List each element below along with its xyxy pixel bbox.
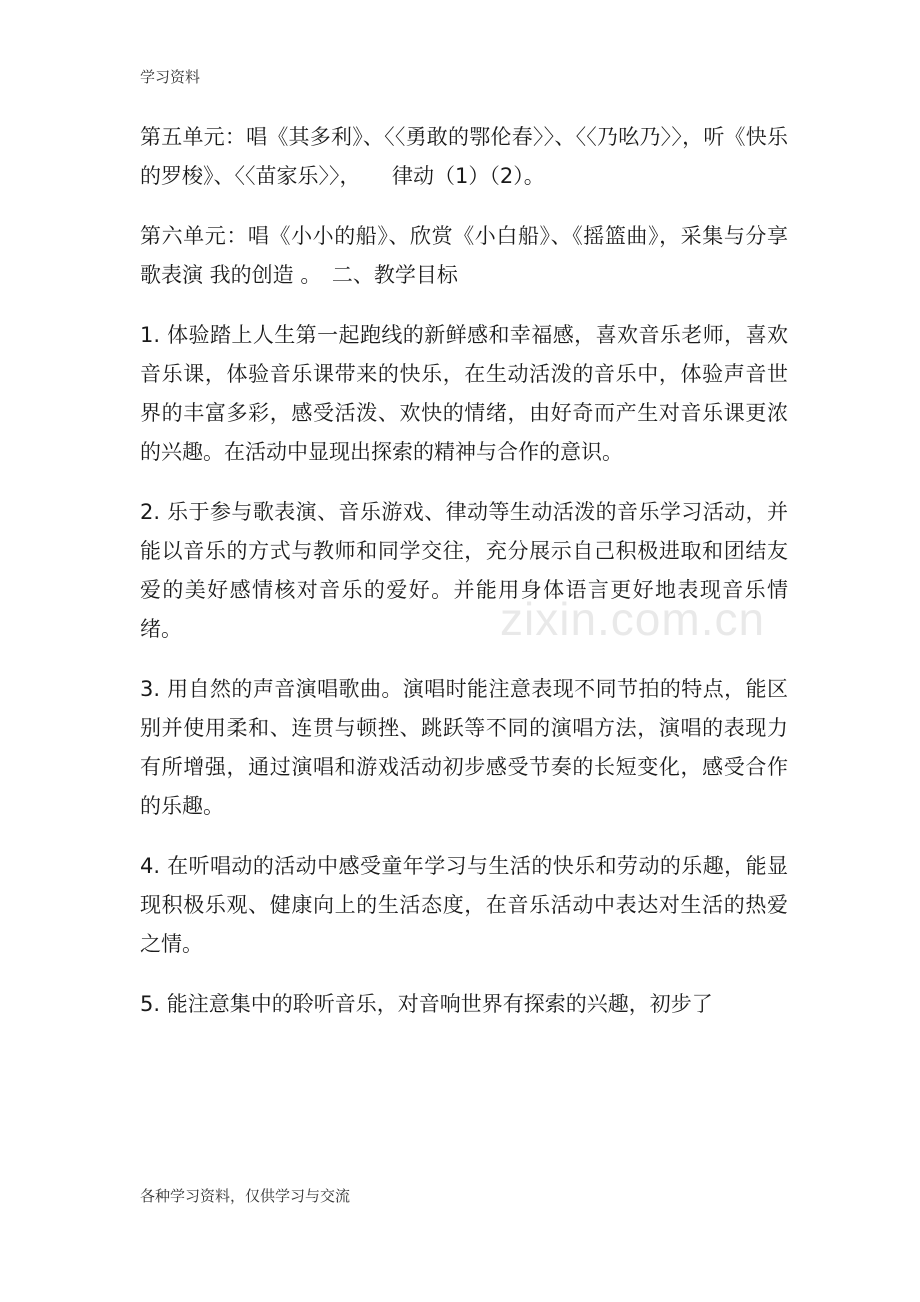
paragraph-unit-six: 第六单元：唱《小小的船》、欣赏《小白船》、《摇篮曲》，采集与分享歌表演 我的创造 。 二、教学目标 <box>140 224 788 287</box>
paragraph-goal-3: 3. 用自然的声音演唱歌曲。演唱时能注意表现不同节拍的特点，能区别并使用柔和、连贯与顿挫、跳跃等不同的演唱方法，演唱的表现力有所增强，通过演唱和游戏活动初步感受节奏的长短变化，感受合作的乐趣。 <box>140 677 788 818</box>
paragraph-unit-five: 第五单元：唱《其多利》、〈〈勇敢的鄂伦春〉〉、〈〈乃吆乃〉〉，听《快乐的罗梭》、〈〈苗家乐〉〉， 律动（1）（2）。 <box>140 125 788 188</box>
paragraph-goal-1: 1. 体验踏上人生第一起跑线的新鲜感和幸福感，喜欢音乐老师，喜欢音乐课，体验音乐课带来的快乐，在生动活泼的音乐中，体验声音世界的丰富多彩，感受活泼、欢快的情绪，由好奇而产生对音乐课更浓的兴趣。在活动中显现出探索的精神与合作的意识。 <box>140 323 788 464</box>
page-footer: 各种学习资料，仅供学习与交流 <box>140 1187 351 1205</box>
paragraph-goal-5: 5. 能注意集中的聆听音乐，对音响世界有探索的兴趣，初步了 <box>140 992 713 1016</box>
document-body <box>140 118 788 1045</box>
paragraph-goal-2: 2. 乐于参与歌表演、音乐游戏、律动等生动活泼的音乐学习活动，并能以音乐的方式与教师和同学交往，充分展示自己积极进取和团结友爱的美好感情核对音乐的爱好。并能用身体语言更好地表现音乐情绪。 <box>140 500 788 641</box>
watermark: zixin.com.cn <box>500 593 766 645</box>
page-header: 学习资料 <box>140 68 201 86</box>
paragraph-goal-4: 4. 在听唱动的活动中感受童年学习与生活的快乐和劳动的乐趣，能显现积极乐观、健康向上的生活态度，在音乐活动中表达对生活的热爱之情。 <box>140 854 788 956</box>
